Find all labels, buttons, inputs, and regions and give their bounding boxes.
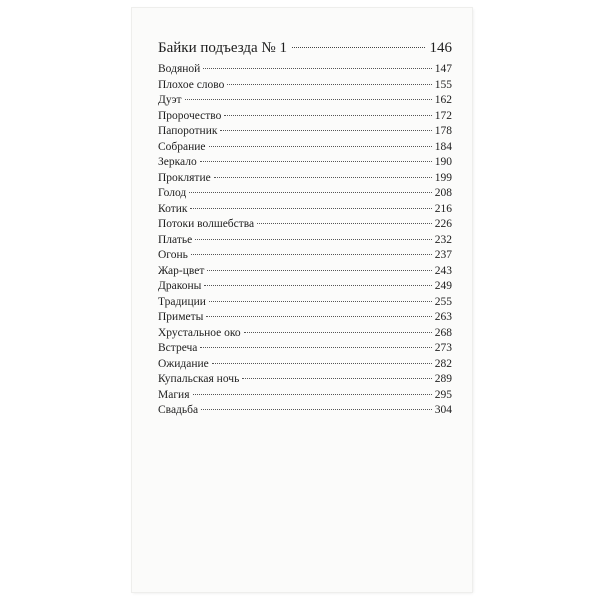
dot-leader <box>200 161 432 162</box>
toc-entry <box>158 217 452 233</box>
toc-entry-title: Купальская ночь <box>158 373 240 385</box>
toc-entry-page: 289 <box>434 373 452 385</box>
toc-entry-page: 282 <box>434 357 452 370</box>
toc-entry-page: 237 <box>434 249 452 261</box>
toc-entry-page: 226 <box>434 218 452 230</box>
toc-entry-page: 295 <box>434 388 452 401</box>
toc-entry-title: Зеркало <box>158 156 197 168</box>
dot-leader <box>203 68 431 69</box>
toc-entry-title: Приметы <box>158 311 204 323</box>
toc-entry <box>158 357 452 373</box>
table-of-contents <box>158 38 452 419</box>
toc-entry-page: 232 <box>434 233 452 246</box>
toc-entry-page: 199 <box>434 171 452 184</box>
toc-entry-title: Водяной <box>158 63 201 75</box>
toc-entry-page: 155 <box>434 78 452 91</box>
toc-entry-title: Жар-цвет <box>158 264 205 277</box>
toc-entry-title: Ожидание <box>158 357 209 370</box>
book-page <box>132 8 472 592</box>
toc-entry <box>158 186 452 202</box>
toc-entry-title: Огонь <box>158 249 188 261</box>
toc-entry-page: 208 <box>434 187 452 199</box>
toc-entry <box>158 310 452 326</box>
toc-entry-title: Собрание <box>158 140 206 153</box>
toc-entry <box>158 388 452 404</box>
toc-entry-title: Платье <box>158 233 193 246</box>
toc-entry-title: Котик <box>158 202 188 215</box>
toc-entry <box>158 295 452 311</box>
toc-entry-title: Драконы <box>158 280 202 292</box>
toc-entry-title: Плохое слово <box>158 78 225 91</box>
toc-entry <box>158 233 452 249</box>
dot-leader <box>201 409 432 410</box>
dot-leader <box>257 223 432 224</box>
dot-leader <box>224 115 431 116</box>
toc-entry <box>158 279 452 295</box>
dot-leader <box>207 270 431 271</box>
toc-entry <box>158 109 452 125</box>
toc-entry-page: 243 <box>434 264 452 277</box>
dot-leader <box>220 130 431 131</box>
toc-entry <box>158 248 452 264</box>
toc-entry-title: Папоротник <box>158 125 218 137</box>
toc-entry <box>158 124 452 140</box>
toc-entry-title: Дуэт <box>158 94 182 106</box>
dot-leader <box>292 47 425 48</box>
toc-entry-title: Голод <box>158 187 187 199</box>
toc-entry-page: 268 <box>434 326 452 339</box>
toc-entry-page: 147 <box>434 63 452 75</box>
toc-entry-title: Свадьба <box>158 404 199 416</box>
toc-entry <box>158 171 452 187</box>
toc-entry <box>158 403 452 419</box>
dot-leader <box>214 177 432 178</box>
toc-section-page: 146 <box>429 40 452 56</box>
dot-leader <box>204 285 431 286</box>
toc-entry-title: Проклятие <box>158 171 211 184</box>
toc-entry-page: 263 <box>434 311 452 323</box>
toc-entry <box>158 326 452 342</box>
toc-entry-page: 273 <box>434 342 452 354</box>
toc-entry-page: 178 <box>434 125 452 137</box>
toc-entry-page: 190 <box>434 156 452 168</box>
toc-entry-page: 172 <box>434 109 452 122</box>
toc-entry-title: Магия <box>158 388 190 401</box>
dot-leader <box>212 363 432 364</box>
dot-leader <box>209 146 432 147</box>
toc-entry <box>158 140 452 156</box>
dot-leader <box>209 301 432 302</box>
toc-entry-title: Традиции <box>158 295 206 308</box>
toc-entry <box>158 372 452 388</box>
dot-leader <box>190 208 431 209</box>
dot-leader <box>242 378 431 379</box>
dot-leader <box>185 99 432 100</box>
toc-entry <box>158 155 452 171</box>
dot-leader <box>244 332 432 333</box>
toc-entry-page: 184 <box>434 140 452 153</box>
toc-entry-title: Пророчество <box>158 109 222 122</box>
dot-leader <box>189 192 432 193</box>
toc-entry-page: 249 <box>434 280 452 292</box>
dot-leader <box>206 316 431 317</box>
dot-leader <box>227 84 431 85</box>
dot-leader <box>193 394 432 395</box>
toc-entry-title: Потоки волшебства <box>158 218 255 230</box>
toc-entry-page: 255 <box>434 295 452 308</box>
toc-section-heading <box>158 38 452 58</box>
toc-entry-page: 304 <box>434 404 452 416</box>
toc-entry <box>158 202 452 218</box>
dot-leader <box>191 254 432 255</box>
toc-entry <box>158 341 452 357</box>
toc-entry-title: Хрустальное око <box>158 326 241 339</box>
toc-entry <box>158 264 452 280</box>
toc-entry <box>158 93 452 109</box>
dot-leader <box>200 347 431 348</box>
toc-section-title: Байки подъезда № 1 <box>158 40 287 56</box>
toc-entry <box>158 62 452 78</box>
toc-entry-title: Встреча <box>158 342 198 354</box>
toc-entry <box>158 78 452 94</box>
toc-entry-page: 162 <box>434 94 452 106</box>
toc-entry-page: 216 <box>434 202 452 215</box>
dot-leader <box>195 239 432 240</box>
